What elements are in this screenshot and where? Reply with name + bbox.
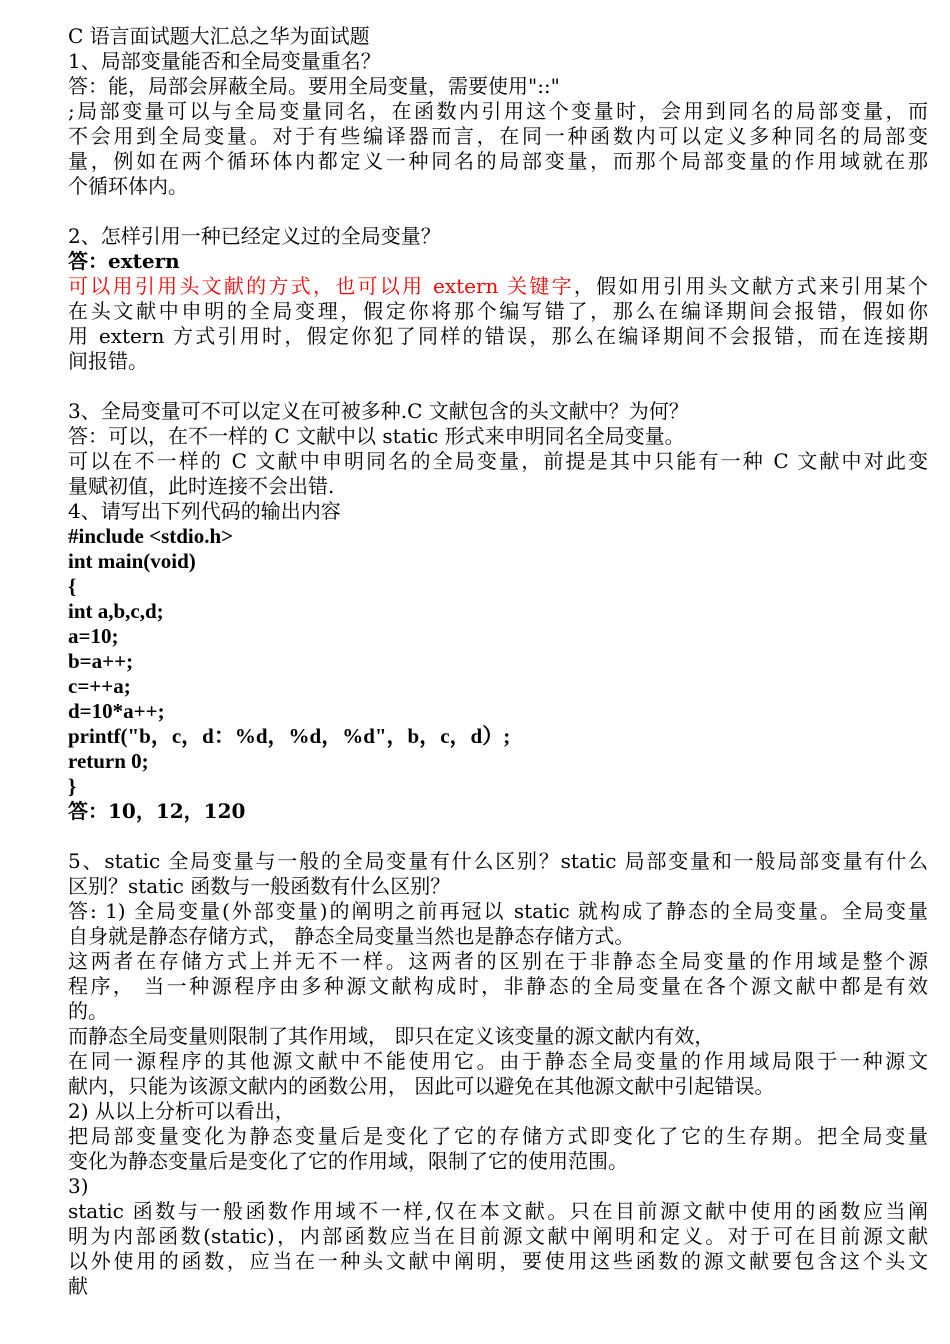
q2-answer-line (68, 274, 928, 299)
q5-line: 3) (68, 1174, 89, 1198)
code-line: { (68, 574, 77, 598)
q1-answer-line: 答：能，局部会屏蔽全局。要用全局变量，需要使用"::" (68, 74, 560, 98)
code-line: } (68, 774, 77, 798)
q5-line: 这两者在存储方式上并无不一样。这两者的区别在于非静态全局变量的作用域是整个源 (68, 949, 928, 973)
q1-answer-line: 不会用到全局变量。对于有些编译器而言，在同一种函数内可以定义多种同名的局部变 (68, 124, 928, 148)
code-line: d=10*a++; (68, 699, 165, 723)
q3-answer-line: 可以在不一样的 C 文献中申明同名的全局变量，前提是其中只能有一种 C 文献中对此变 (68, 449, 928, 473)
code-line: return 0; (68, 749, 149, 773)
q5-line: 变化为静态变量后是变化了它的作用域，限制了它的使用范围。 (68, 1149, 628, 1173)
q2-answer-line: 在头文献中申明的全局变理，假定你将那个编写错了，那么在编译期间会报错，假如你 (68, 299, 928, 323)
q5-line: 5、static 全局变量与一般的全局变量有什么区别？static 局部变量和一般局部变量有什么 (68, 849, 928, 873)
q2-answer-line: 间报错。 (68, 349, 148, 373)
q3-question: 3、全局变量可不可以定义在可被多种.C 文献包含的头文献中？为何？ (68, 399, 689, 423)
q2-answer: 答：extern (68, 249, 180, 273)
spacer (68, 824, 928, 849)
code-line: printf("b，c，d：%d，%d，%d"，b，c，d）; (68, 724, 511, 748)
q2-question: 2、怎样引用一种已经定义过的全局变量？ (68, 224, 441, 248)
q5-line: 程序， 当一种源程序由多种源文献构成时，非静态的全局变量在各个源文献中都是有效 (68, 974, 928, 998)
q5-line: 自身就是静态存储方式， 静态全局变量当然也是静态存储方式。 (68, 924, 635, 948)
q5-line: 献 (68, 1274, 88, 1298)
q5-line: 答: 1) 全局变量(外部变量)的阐明之前再冠以 static 就构成了静态的全局变量。全局变量 (68, 899, 928, 923)
code-line: b=a++; (68, 649, 134, 673)
q4-question: 4、请写出下列代码的输出内容 (68, 499, 341, 523)
q5-line: 以外使用的函数，应当在一种头文献中阐明，要使用这些函数的源文献要包含这个头文 (68, 1249, 928, 1273)
code-line: a=10; (68, 624, 119, 648)
q5-line: 区别？static 函数与一般函数有什么区别？ (68, 874, 451, 898)
doc-title: C 语言面试题大汇总之华为面试题 (68, 24, 370, 48)
document-page (68, 24, 928, 1299)
q5-line: 在同一源程序的其他源文献中不能使用它。由于静态全局变量的作用域局限于一种源文 (68, 1049, 928, 1073)
spacer (68, 199, 928, 224)
q2-answer-line: 用 extern 方式引用时，假定你犯了同样的错误，那么在编译期间不会报错，而在连接期 (68, 324, 928, 348)
q1-answer-line: 个循环体内。 (68, 174, 188, 198)
q2-line-rest: ，假如用引用头文献方式来引用某个 (573, 274, 928, 298)
q5-line: static 函数与一般函数作用域不一样,仅在本文献。只在目前源文献中使用的函数应当阐 (68, 1199, 928, 1223)
q1-answer-line: 量，例如在两个循环体内都定义一种同名的局部变量，而那个局部变量的作用域就在那 (68, 149, 928, 173)
q4-answer: 答：10，12，120 (68, 799, 246, 823)
q5-line: 而静态全局变量则限制了其作用域， 即只在定义该变量的源文献内有效， (68, 1024, 715, 1048)
q5-line: 2) 从以上分析可以看出， (68, 1099, 295, 1123)
code-line: int main(void) (68, 549, 196, 573)
q5-line: 献内，只能为该源文献内的函数公用， 因此可以避免在其他源文献中引起错误。 (68, 1074, 775, 1098)
q1-question: 1、局部变量能否和全局变量重名？ (68, 49, 381, 73)
q5-line: 把局部变量变化为静态变量后是变化了它的存储方式即变化了它的生存期。把全局变量 (68, 1124, 928, 1148)
q1-answer-line: ;局部变量可以与全局变量同名，在函数内引用这个变量时，会用到同名的局部变量，而 (68, 99, 928, 123)
q5-line: 明为内部函数(static)，内部函数应当在目前源文献中阐明和定义。对于可在目前源文献 (68, 1224, 928, 1248)
q3-answer-line: 答：可以，在不一样的 C 文献中以 static 形式来申明同名全局变量。 (68, 424, 685, 448)
q2-highlight-text: 可以用引用头文献的方式，也可以用 extern 关键字 (68, 274, 574, 298)
q3-answer-line: 量赋初值，此时连接不会出错. (68, 474, 335, 498)
spacer (68, 374, 928, 399)
code-line: c=++a; (68, 674, 131, 698)
q5-line: 的。 (68, 999, 108, 1023)
code-line: #include <stdio.h> (68, 524, 234, 548)
code-line: int a,b,c,d; (68, 599, 164, 623)
